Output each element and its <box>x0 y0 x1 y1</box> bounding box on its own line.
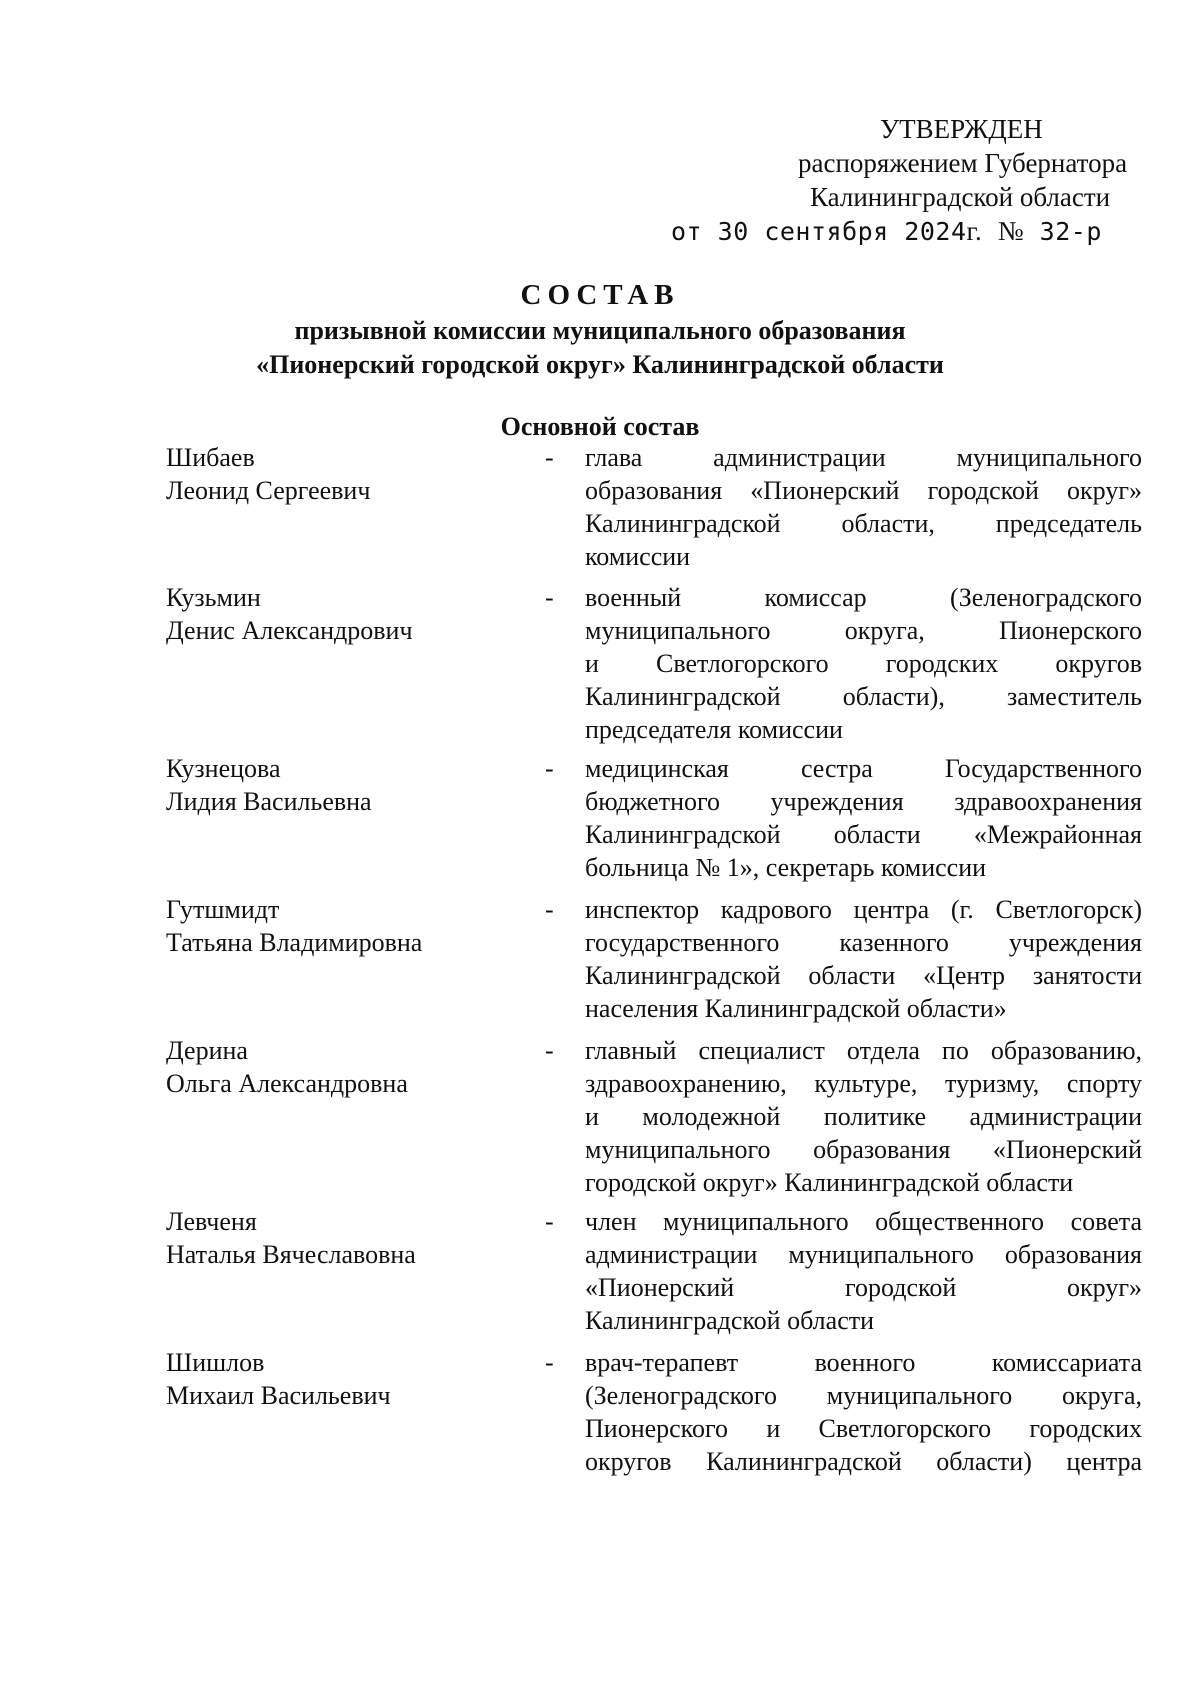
member-role <box>585 441 1142 573</box>
member-name <box>166 441 546 507</box>
member-role-line: председателя комиссии <box>585 715 843 744</box>
member-surname: Гутшмидт <box>166 895 280 924</box>
member-given-names: Денис Александрович <box>166 616 413 645</box>
member-role-line: Калининградской области «Центр занятости <box>585 961 1142 990</box>
member-name <box>166 581 546 647</box>
document-subtitle-line-2: «Пионерский городской округ» Калининградской области <box>256 350 944 379</box>
section-title: Основной состав <box>500 412 700 441</box>
member-role-line: населения Калининградской области» <box>585 994 1007 1023</box>
member-dash: - <box>545 895 554 924</box>
member-role <box>585 752 1142 884</box>
member-role-line: военный комиссар (Зеленоградского <box>585 583 1142 612</box>
member-role <box>585 893 1142 1025</box>
member-role-line: медицинская сестра Государственного <box>585 754 1142 783</box>
member-role <box>585 1205 1142 1337</box>
document-subtitle-line-1: призывной комиссии муниципального образования <box>294 316 906 345</box>
member-dash: - <box>545 1036 554 1065</box>
member-name <box>166 1346 546 1412</box>
approval-region: Калининградской области <box>810 182 1111 212</box>
member-role-line: и Светлогорского городских округов <box>585 649 1142 678</box>
document-title: СОСТАВ <box>520 279 680 311</box>
member-surname: Кузьмин <box>166 583 261 612</box>
approval-year-suffix: г. <box>966 216 983 246</box>
member-role-line: Калининградской области <box>585 1306 875 1335</box>
approval-title: УТВЕРЖДЕН <box>880 114 1043 144</box>
member-role-line: муниципального образования «Пионерский <box>585 1135 1142 1164</box>
member-role-line: муниципального округа, Пионерского <box>585 616 1142 645</box>
member-role <box>585 1034 1142 1199</box>
member-name <box>166 1205 546 1271</box>
member-surname: Кузнецова <box>166 754 281 783</box>
member-surname: Шишлов <box>166 1348 265 1377</box>
member-role-line: «Пионерский городской округ» <box>585 1273 1142 1302</box>
approval-stamp <box>660 112 1150 249</box>
member-role-line: член муниципального общественного совета <box>585 1207 1142 1236</box>
member-role-line: образования «Пионерский городской округ» <box>585 476 1142 505</box>
member-role-line: Калининградской области, председатель <box>585 509 1142 538</box>
member-given-names: Лидия Васильевна <box>166 787 372 816</box>
member-role-line: округов Калининградской области) центра <box>585 1447 1142 1476</box>
member-role-line: бюджетного учреждения здравоохранения <box>585 787 1142 816</box>
member-role <box>585 1346 1142 1478</box>
member-given-names: Михаил Васильевич <box>166 1381 391 1410</box>
approval-number-label: № <box>997 216 1025 246</box>
member-name <box>166 1034 546 1100</box>
member-role-line: комиссии <box>585 542 691 571</box>
member-role-line: Калининградской области), заместитель <box>585 682 1142 711</box>
member-dash: - <box>545 754 554 783</box>
member-dash: - <box>545 443 554 472</box>
member-role-line: здравоохранению, культуре, туризму, спорту <box>585 1069 1142 1098</box>
member-dash: - <box>545 583 554 612</box>
member-role-line: больница № 1», секретарь комиссии <box>585 853 987 882</box>
approval-date-line <box>660 214 1150 249</box>
member-role-line: государственного казенного учреждения <box>585 928 1142 957</box>
approval-authority: распоряжением Губернатора <box>798 148 1128 178</box>
member-role-line: врач-терапевт военного комиссариата <box>585 1348 1142 1377</box>
member-role-line: инспектор кадрового центра (г. Светлогорск) <box>585 895 1142 924</box>
member-given-names: Ольга Александровна <box>166 1069 408 1098</box>
member-surname: Левченя <box>166 1207 257 1236</box>
member-role-line: (Зеленоградского муниципального округа, <box>585 1381 1142 1410</box>
member-dash: - <box>545 1207 554 1236</box>
member-given-names: Леонид Сергеевич <box>166 476 371 505</box>
member-dash: - <box>545 1348 554 1377</box>
member-role-line: Пионерского и Светлогорского городских <box>585 1414 1142 1443</box>
member-role-line: администрации муниципального образования <box>585 1240 1142 1269</box>
approval-date-prefix: от <box>671 217 703 246</box>
member-role-line: и молодежной политике администрации <box>585 1102 1142 1131</box>
member-given-names: Татьяна Владимировна <box>166 928 423 957</box>
member-role-line: городской округ» Калининградской области <box>585 1168 1074 1197</box>
member-role-line: главный специалист отдела по образованию, <box>585 1036 1142 1065</box>
member-name <box>166 752 546 818</box>
approval-date: 30 сентября 2024 <box>717 217 967 246</box>
member-name <box>166 893 546 959</box>
member-surname: Шибаев <box>166 443 255 472</box>
member-role-line: Калининградской области «Межрайонная <box>585 820 1142 849</box>
document-heading <box>0 276 1200 382</box>
member-surname: Дерина <box>166 1036 248 1065</box>
member-role-line: глава администрации муниципального <box>585 443 1142 472</box>
member-given-names: Наталья Вячеславовна <box>166 1240 416 1269</box>
approval-number: 32-р <box>1039 217 1102 246</box>
member-role <box>585 581 1142 746</box>
